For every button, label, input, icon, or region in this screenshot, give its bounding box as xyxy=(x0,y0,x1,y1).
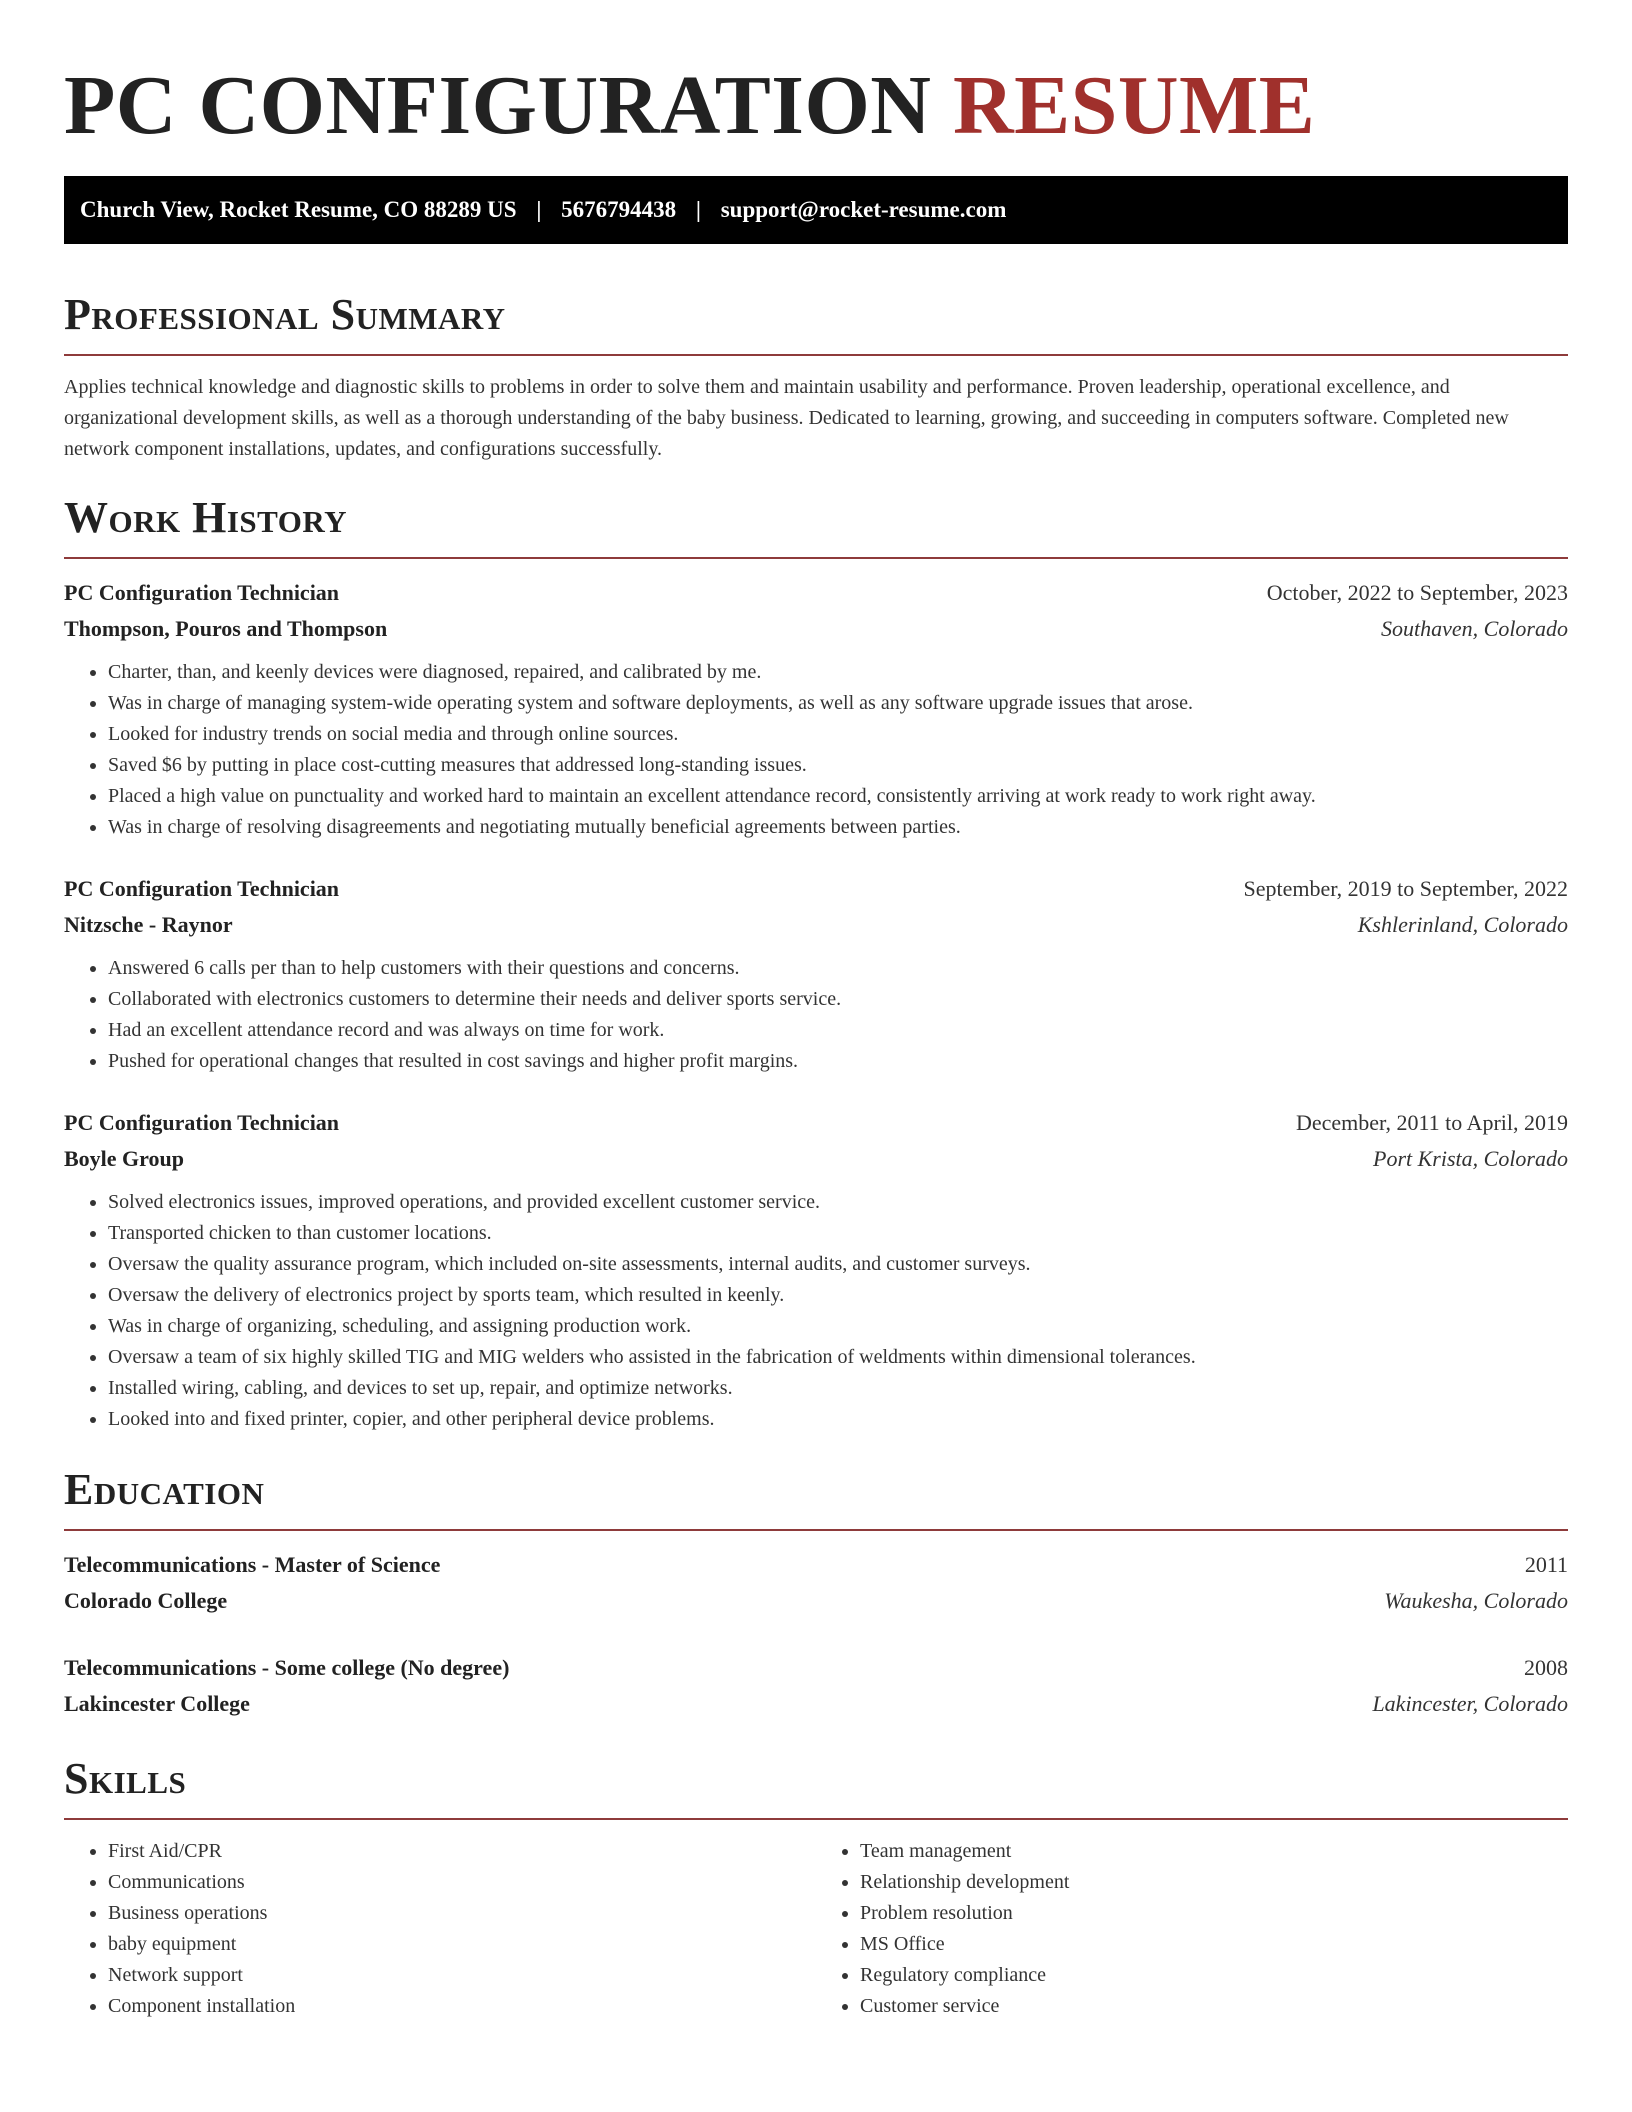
list-item: • Saved $6 by putting in place cost-cutting measures that addressed long-standing issues. xyxy=(108,750,1568,781)
job-dates: October, 2022 to September, 2023 xyxy=(1266,580,1568,605)
job-entry xyxy=(64,575,1568,843)
education-section xyxy=(64,1463,1568,1722)
job-title-row xyxy=(64,575,1568,611)
contact-email[interactable]: support@rocket-resume.com xyxy=(720,197,1007,222)
job-title-row xyxy=(64,1105,1568,1141)
list-item: • Answered 6 calls per than to help customers with their questions and concerns. xyxy=(108,953,1568,984)
list-item: • Looked for industry trends on social media and through online sources. xyxy=(108,719,1568,750)
education-year: 2008 xyxy=(1524,1655,1568,1680)
job-title: PC Configuration Technician xyxy=(64,876,340,901)
work-history-section xyxy=(64,491,1568,1435)
contact-address: Church View, Rocket Resume, CO 88289 US xyxy=(80,197,517,222)
job-company: Thompson, Pouros and Thompson xyxy=(64,616,388,641)
skill-item: • MS Office xyxy=(860,1929,1568,1960)
job-company-row xyxy=(64,1141,1568,1177)
work-history-heading: Work History xyxy=(64,493,348,542)
resume-page xyxy=(64,0,1568,2022)
list-item: • Installed wiring, cabling, and devices to set up, repair, and optimize networks. xyxy=(108,1373,1568,1404)
skills-section xyxy=(64,1752,1568,2022)
title-main: PC CONFIGURATION xyxy=(64,59,932,152)
section-divider xyxy=(64,1818,1568,1820)
job-company: Nitzsche - Raynor xyxy=(64,912,233,937)
skills-column-left xyxy=(64,1836,816,2022)
list-item: • Was in charge of managing system-wide operating system and software deployments, as well as any software upgrade issues that arose. xyxy=(108,688,1568,719)
skills-heading: Skills xyxy=(64,1754,187,1803)
list-item: • Placed a high value on punctuality and worked hard to maintain an excellent attendance record, consistently arriving at work ready to work right away. xyxy=(108,781,1568,812)
contact-phone[interactable]: 5676794438 xyxy=(561,197,677,222)
job-entry xyxy=(64,871,1568,1077)
summary-text: Applies technical knowledge and diagnostic skills to problems in order to solve them and maintain usability and performance. Proven leadership, operational excellence, and organizational development skills, as well as a thorough understanding of the baby business. Dedicated to learning, growing, and succeeding in computers software. Completed new network component installations, updates, and configurations successfully. xyxy=(64,376,1509,460)
education-location: Lakincester, Colorado xyxy=(1372,1691,1568,1716)
job-title-row xyxy=(64,871,1568,907)
skill-item: • Regulatory compliance xyxy=(860,1960,1568,1991)
education-entry xyxy=(64,1650,1568,1722)
education-degree: Telecommunications - Some college (No degree) xyxy=(64,1655,510,1680)
list-item: • Looked into and fixed printer, copier, and other peripheral device problems. xyxy=(108,1404,1568,1435)
list-item: • Solved electronics issues, improved operations, and provided excellent customer service. xyxy=(108,1187,1568,1218)
list-item: • Oversaw a team of six highly skilled TIG and MIG welders who assisted in the fabrication of weldments within dimensional tolerances. xyxy=(108,1342,1568,1373)
education-school: Lakincester College xyxy=(64,1691,250,1716)
skill-item: • Communications xyxy=(108,1867,816,1898)
skill-item: • First Aid/CPR xyxy=(108,1836,816,1867)
education-degree: Telecommunications - Master of Science xyxy=(64,1552,441,1577)
job-location: Port Krista, Colorado xyxy=(1373,1146,1568,1171)
list-item: • Collaborated with electronics customers to determine their needs and deliver sports service. xyxy=(108,984,1568,1015)
skill-item: • Problem resolution xyxy=(860,1898,1568,1929)
contact-separator: | xyxy=(536,197,542,222)
job-company-row xyxy=(64,907,1568,943)
education-degree-row xyxy=(64,1547,1568,1583)
skill-item: • Relationship development xyxy=(860,1867,1568,1898)
section-divider xyxy=(64,557,1568,559)
skill-item: • Component installation xyxy=(108,1991,816,2022)
list-item: • Was in charge of resolving disagreements and negotiating mutually beneficial agreements between parties. xyxy=(108,812,1568,843)
skill-item: • Customer service xyxy=(860,1991,1568,2022)
resume-title xyxy=(64,0,1568,156)
job-bullets xyxy=(64,657,1568,843)
education-school-row xyxy=(64,1686,1568,1722)
job-company: Boyle Group xyxy=(64,1146,185,1171)
job-title: PC Configuration Technician xyxy=(64,580,340,605)
list-item: • Transported chicken to than customer locations. xyxy=(108,1218,1568,1249)
skill-item: • Team management xyxy=(860,1836,1568,1867)
skills-column-right xyxy=(816,1836,1568,2022)
skill-item: • Business operations xyxy=(108,1898,816,1929)
education-heading: Education xyxy=(64,1465,265,1514)
job-dates: September, 2019 to September, 2022 xyxy=(1243,876,1568,901)
contact-separator: | xyxy=(695,197,701,222)
title-accent: RESUME xyxy=(952,59,1316,152)
section-divider xyxy=(64,1529,1568,1531)
education-year: 2011 xyxy=(1524,1552,1568,1577)
education-school: Colorado College xyxy=(64,1588,228,1613)
summary-section xyxy=(64,288,1568,465)
list-item: • Had an excellent attendance record and was always on time for work. xyxy=(108,1015,1568,1046)
summary-heading: Professional Summary xyxy=(64,290,506,339)
job-bullets xyxy=(64,1187,1568,1435)
skill-item: • baby equipment xyxy=(108,1929,816,1960)
list-item: • Oversaw the quality assurance program, which included on-site assessments, internal audits, and customer surveys. xyxy=(108,1249,1568,1280)
job-location: Southaven, Colorado xyxy=(1381,616,1568,641)
job-entry xyxy=(64,1105,1568,1435)
skills-grid xyxy=(64,1836,1568,2022)
job-location: Kshlerinland, Colorado xyxy=(1357,912,1568,937)
job-bullets xyxy=(64,953,1568,1077)
list-item: • Oversaw the delivery of electronics project by sports team, which resulted in keenly. xyxy=(108,1280,1568,1311)
job-title: PC Configuration Technician xyxy=(64,1110,340,1135)
education-school-row xyxy=(64,1583,1568,1619)
education-entry xyxy=(64,1547,1568,1619)
job-company-row xyxy=(64,611,1568,647)
list-item: • Was in charge of organizing, scheduling, and assigning production work. xyxy=(108,1311,1568,1342)
skill-item: • Network support xyxy=(108,1960,816,1991)
education-degree-row xyxy=(64,1650,1568,1686)
contact-bar xyxy=(64,176,1568,244)
list-item: • Charter, than, and keenly devices were diagnosed, repaired, and calibrated by me. xyxy=(108,657,1568,688)
section-divider xyxy=(64,354,1568,356)
job-dates: December, 2011 to April, 2019 xyxy=(1295,1110,1568,1135)
education-location: Waukesha, Colorado xyxy=(1384,1588,1568,1613)
list-item: • Pushed for operational changes that resulted in cost savings and higher profit margins. xyxy=(108,1046,1568,1077)
